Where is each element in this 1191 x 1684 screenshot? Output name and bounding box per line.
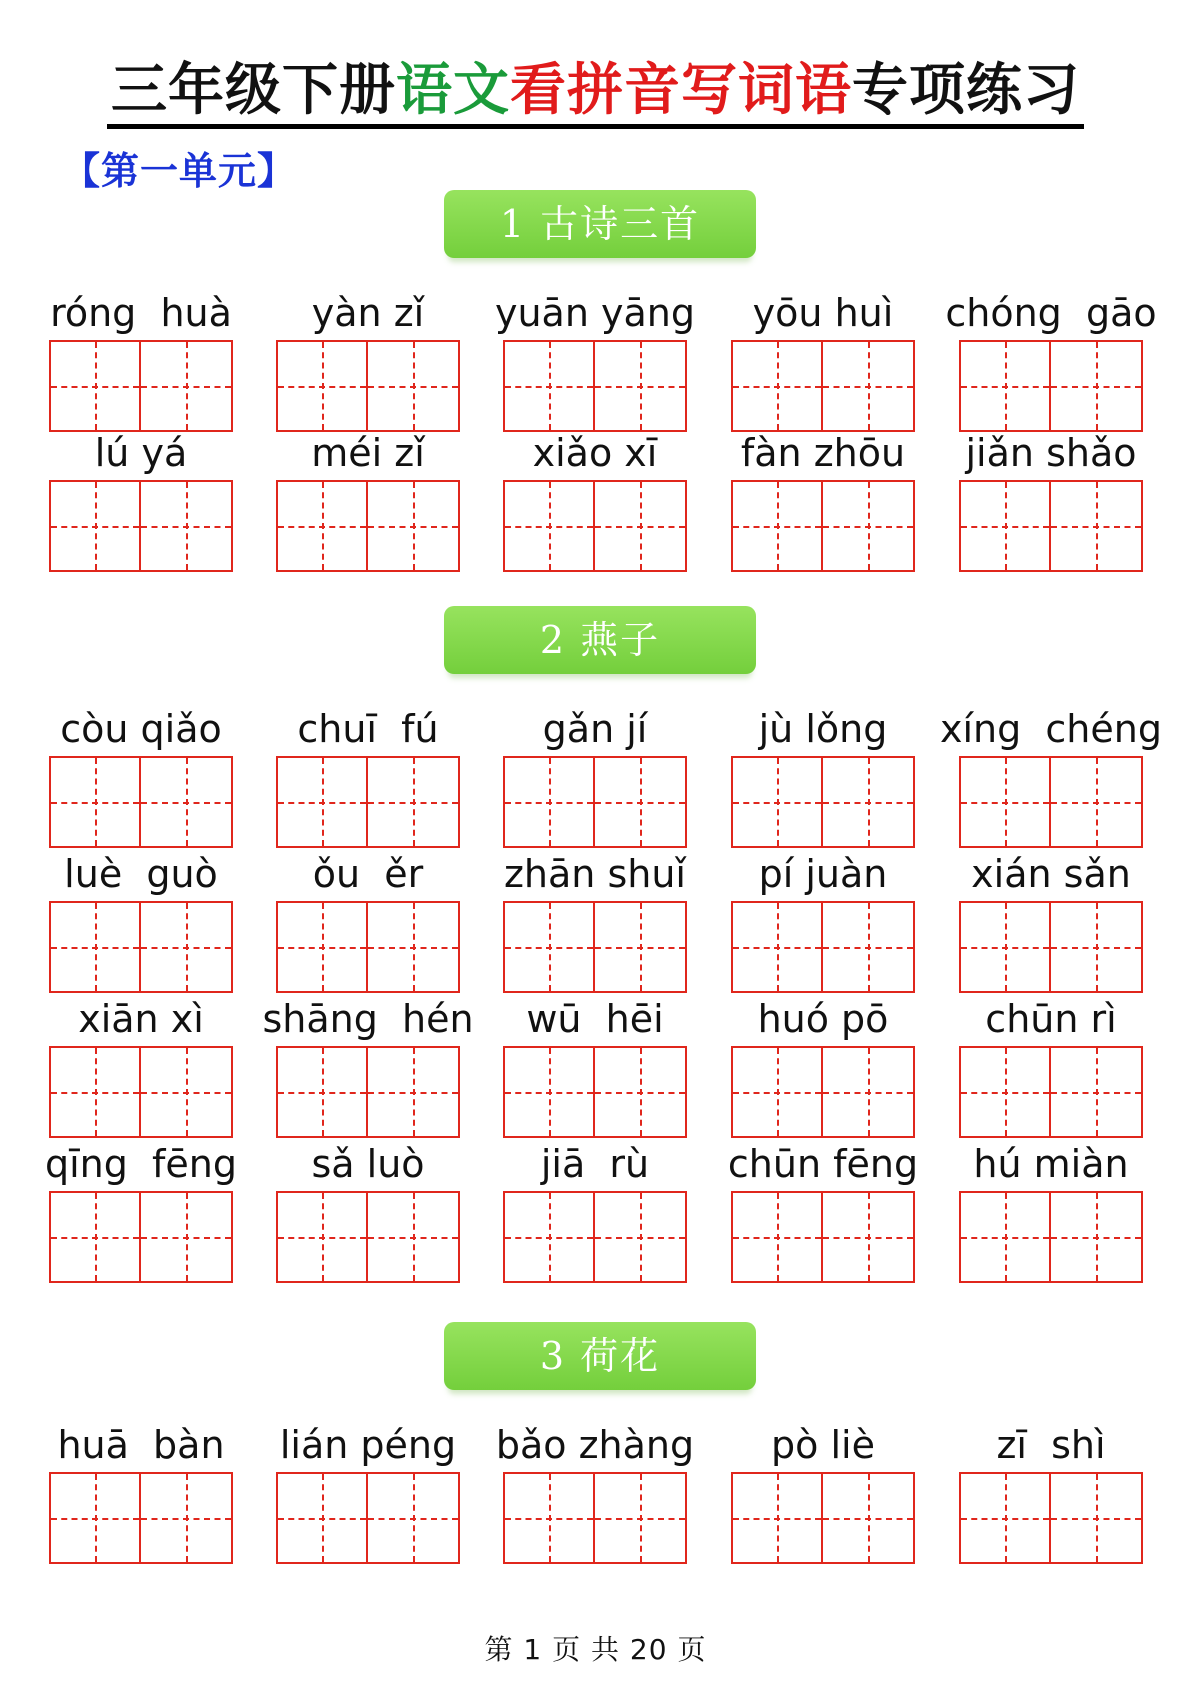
tian-grid-cell[interactable] [1051, 901, 1143, 993]
title-grade: 三年级下册 [111, 57, 396, 123]
writing-grid [276, 901, 460, 993]
pinyin-label: huā bàn [57, 1423, 225, 1467]
tian-grid-cell[interactable] [823, 1191, 915, 1283]
writing-grid [731, 1046, 915, 1138]
writing-grid [276, 480, 460, 572]
tian-grid-cell[interactable] [595, 756, 687, 848]
tian-grid-cell[interactable] [503, 756, 595, 848]
tian-grid-cell[interactable] [595, 1191, 687, 1283]
tian-grid-cell[interactable] [49, 340, 141, 432]
page-footer: 第 1 页 共 20 页 [484, 1633, 707, 1666]
tian-grid-cell[interactable] [959, 340, 1051, 432]
word-item [44, 1141, 237, 1279]
word-item [959, 996, 1143, 1134]
worksheet-title [0, 58, 1191, 138]
tian-grid-cell[interactable] [276, 756, 368, 848]
pinyin-label: lú yá [94, 431, 188, 475]
word-item [276, 1422, 460, 1560]
writing-grid [731, 340, 915, 432]
tian-grid-cell[interactable] [141, 340, 233, 432]
word-item [959, 851, 1143, 989]
writing-grid [959, 1191, 1143, 1283]
tian-grid-cell[interactable] [503, 480, 595, 572]
tian-grid-cell[interactable] [595, 1046, 687, 1138]
pinyin-label: ǒu ěr [312, 852, 424, 896]
tian-grid-cell[interactable] [49, 901, 141, 993]
pinyin-label: gǎn jí [542, 707, 648, 751]
tian-grid-cell[interactable] [595, 480, 687, 572]
writing-grid [503, 480, 687, 572]
word-item [959, 1141, 1143, 1279]
word-item [276, 290, 460, 428]
pinyin-label: chūn fēng [727, 1142, 919, 1186]
tian-grid-cell[interactable] [141, 756, 233, 848]
tian-grid-cell[interactable] [823, 480, 915, 572]
pinyin-label: sǎ luò [311, 1142, 425, 1186]
pinyin-label: pí juàn [758, 852, 888, 896]
tian-grid-cell[interactable] [1051, 1046, 1143, 1138]
pinyin-label: jù lǒng [758, 707, 888, 751]
tian-grid-cell[interactable] [503, 340, 595, 432]
tian-grid-cell[interactable] [368, 1472, 460, 1564]
word-item [945, 290, 1157, 428]
writing-grid [731, 901, 915, 993]
word-item [276, 430, 460, 568]
title-practice: 专项练习 [852, 57, 1080, 123]
tian-grid-cell[interactable] [276, 1472, 368, 1564]
title-underline [107, 58, 1084, 129]
word-item [49, 996, 233, 1134]
word-item [495, 1422, 695, 1560]
tian-grid-cell[interactable] [959, 756, 1051, 848]
pinyin-label: xíng chéng [940, 707, 1162, 751]
word-item [276, 706, 460, 844]
pinyin-label: zhān shuǐ [503, 852, 686, 896]
lesson-banner: 3 荷花 [444, 1322, 756, 1390]
pinyin-label: wū hēi [526, 997, 664, 1041]
writing-grid [959, 1046, 1143, 1138]
tian-grid-cell[interactable] [368, 901, 460, 993]
title-subject: 语文 [396, 57, 510, 123]
tian-grid-cell[interactable] [49, 480, 141, 572]
word-item [49, 290, 233, 428]
tian-grid-cell[interactable] [595, 901, 687, 993]
tian-grid-cell[interactable] [49, 1191, 141, 1283]
word-item [503, 851, 687, 989]
word-item [959, 1422, 1143, 1560]
writing-grid [959, 480, 1143, 572]
tian-grid-cell[interactable] [823, 901, 915, 993]
tian-grid-cell[interactable] [959, 1472, 1051, 1564]
tian-grid-cell[interactable] [731, 756, 823, 848]
pinyin-label: róng huà [50, 291, 232, 335]
pinyin-label: chūn rì [985, 997, 1117, 1041]
tian-grid-cell[interactable] [731, 1191, 823, 1283]
word-item [731, 1422, 915, 1560]
tian-grid-cell[interactable] [141, 480, 233, 572]
tian-grid-cell[interactable] [141, 901, 233, 993]
tian-grid-cell[interactable] [368, 1191, 460, 1283]
tian-grid-cell[interactable] [731, 1046, 823, 1138]
pinyin-label: yōu huì [752, 291, 894, 335]
writing-grid [503, 901, 687, 993]
writing-grid [276, 1191, 460, 1283]
word-item [276, 1141, 460, 1279]
tian-grid-cell[interactable] [1051, 1472, 1143, 1564]
tian-grid-cell[interactable] [959, 901, 1051, 993]
pinyin-label: chóng gāo [945, 291, 1157, 335]
tian-grid-cell[interactable] [823, 1046, 915, 1138]
tian-grid-cell[interactable] [368, 756, 460, 848]
tian-grid-cell[interactable] [368, 1046, 460, 1138]
tian-grid-cell[interactable] [503, 1046, 595, 1138]
writing-grid [49, 1472, 233, 1564]
pinyin-label: yuān yāng [494, 291, 695, 335]
writing-grid [49, 340, 233, 432]
writing-grid [49, 480, 233, 572]
writing-grid [731, 756, 915, 848]
tian-grid-cell[interactable] [959, 1191, 1051, 1283]
tian-grid-cell[interactable] [823, 1472, 915, 1564]
tian-grid-cell[interactable] [49, 756, 141, 848]
tian-grid-cell[interactable] [49, 1046, 141, 1138]
writing-grid [503, 1046, 687, 1138]
writing-grid [49, 1046, 233, 1138]
pinyin-label: còu qiǎo [60, 707, 222, 751]
tian-grid-cell[interactable] [959, 480, 1051, 572]
writing-grid [959, 901, 1143, 993]
writing-grid [959, 340, 1143, 432]
word-item [49, 1422, 233, 1560]
word-item [959, 430, 1143, 568]
pinyin-label: méi zǐ [311, 431, 425, 475]
pinyin-label: luè guò [64, 852, 218, 896]
writing-grid [959, 756, 1143, 848]
writing-grid [276, 756, 460, 848]
tian-grid-cell[interactable] [1051, 340, 1143, 432]
tian-grid-cell[interactable] [276, 901, 368, 993]
pinyin-label: pò liè [771, 1423, 875, 1467]
word-item [503, 996, 687, 1134]
tian-grid-cell[interactable] [731, 901, 823, 993]
writing-grid [731, 1191, 915, 1283]
pinyin-label: shāng hén [262, 997, 474, 1041]
tian-grid-cell[interactable] [959, 1046, 1051, 1138]
tian-grid-cell[interactable] [1051, 756, 1143, 848]
writing-grid [49, 756, 233, 848]
tian-grid-cell[interactable] [823, 756, 915, 848]
word-item [276, 851, 460, 989]
writing-grid [49, 1191, 233, 1283]
pinyin-label: zī shì [996, 1423, 1106, 1467]
pinyin-label: fàn zhōu [740, 431, 906, 475]
tian-grid-cell[interactable] [368, 340, 460, 432]
pinyin-label: lián péng [279, 1423, 457, 1467]
word-item [731, 290, 915, 428]
tian-grid-cell[interactable] [503, 1191, 595, 1283]
word-item [731, 706, 915, 844]
word-item [49, 706, 233, 844]
word-item [731, 430, 915, 568]
writing-grid [503, 1472, 687, 1564]
writing-grid [49, 901, 233, 993]
tian-grid-cell[interactable] [731, 1472, 823, 1564]
tian-grid-cell[interactable] [276, 480, 368, 572]
writing-grid [731, 480, 915, 572]
tian-grid-cell[interactable] [823, 340, 915, 432]
word-item [49, 851, 233, 989]
tian-grid-cell[interactable] [503, 901, 595, 993]
tian-grid-cell[interactable] [368, 480, 460, 572]
tian-grid-cell[interactable] [503, 1472, 595, 1564]
word-item [727, 1141, 919, 1279]
pinyin-label: chuī fú [297, 707, 439, 751]
pinyin-label: xiān xì [78, 997, 204, 1041]
tian-grid-cell[interactable] [49, 1472, 141, 1564]
tian-grid-cell[interactable] [731, 480, 823, 572]
tian-grid-cell[interactable] [141, 1472, 233, 1564]
word-item [262, 996, 474, 1134]
word-item [494, 290, 695, 428]
lesson-banner: 2 燕子 [444, 606, 756, 674]
tian-grid-cell[interactable] [595, 340, 687, 432]
word-item [731, 996, 915, 1134]
pinyin-label: huó pō [757, 997, 889, 1041]
lesson-banner: 1 古诗三首 [444, 190, 756, 258]
pinyin-label: jiǎn shǎo [965, 431, 1137, 475]
writing-grid [503, 756, 687, 848]
tian-grid-cell[interactable] [1051, 480, 1143, 572]
tian-grid-cell[interactable] [276, 1046, 368, 1138]
tian-grid-cell[interactable] [595, 1472, 687, 1564]
word-item [49, 430, 233, 568]
pinyin-label: xiǎo xī [532, 431, 658, 475]
word-item [503, 706, 687, 844]
writing-grid [276, 1472, 460, 1564]
tian-grid-cell[interactable] [141, 1046, 233, 1138]
pinyin-label: hú miàn [973, 1142, 1129, 1186]
tian-grid-cell[interactable] [276, 1191, 368, 1283]
word-item [503, 1141, 687, 1279]
word-item [940, 706, 1162, 844]
writing-grid [503, 1191, 687, 1283]
word-item [731, 851, 915, 989]
writing-grid [276, 340, 460, 432]
title-task: 看拼音写词语 [510, 57, 852, 123]
writing-grid [731, 1472, 915, 1564]
tian-grid-cell[interactable] [731, 340, 823, 432]
writing-grid [959, 1472, 1143, 1564]
word-item [503, 430, 687, 568]
writing-grid [503, 340, 687, 432]
pinyin-label: xián sǎn [971, 852, 1131, 896]
pinyin-label: yàn zǐ [311, 291, 425, 335]
pinyin-label: bǎo zhàng [495, 1423, 695, 1467]
unit-label: 【第一单元】 [62, 148, 297, 193]
pinyin-label: qīng fēng [44, 1142, 237, 1186]
writing-grid [276, 1046, 460, 1138]
tian-grid-cell[interactable] [141, 1191, 233, 1283]
tian-grid-cell[interactable] [276, 340, 368, 432]
pinyin-label: jiā rù [540, 1142, 650, 1186]
tian-grid-cell[interactable] [1051, 1191, 1143, 1283]
